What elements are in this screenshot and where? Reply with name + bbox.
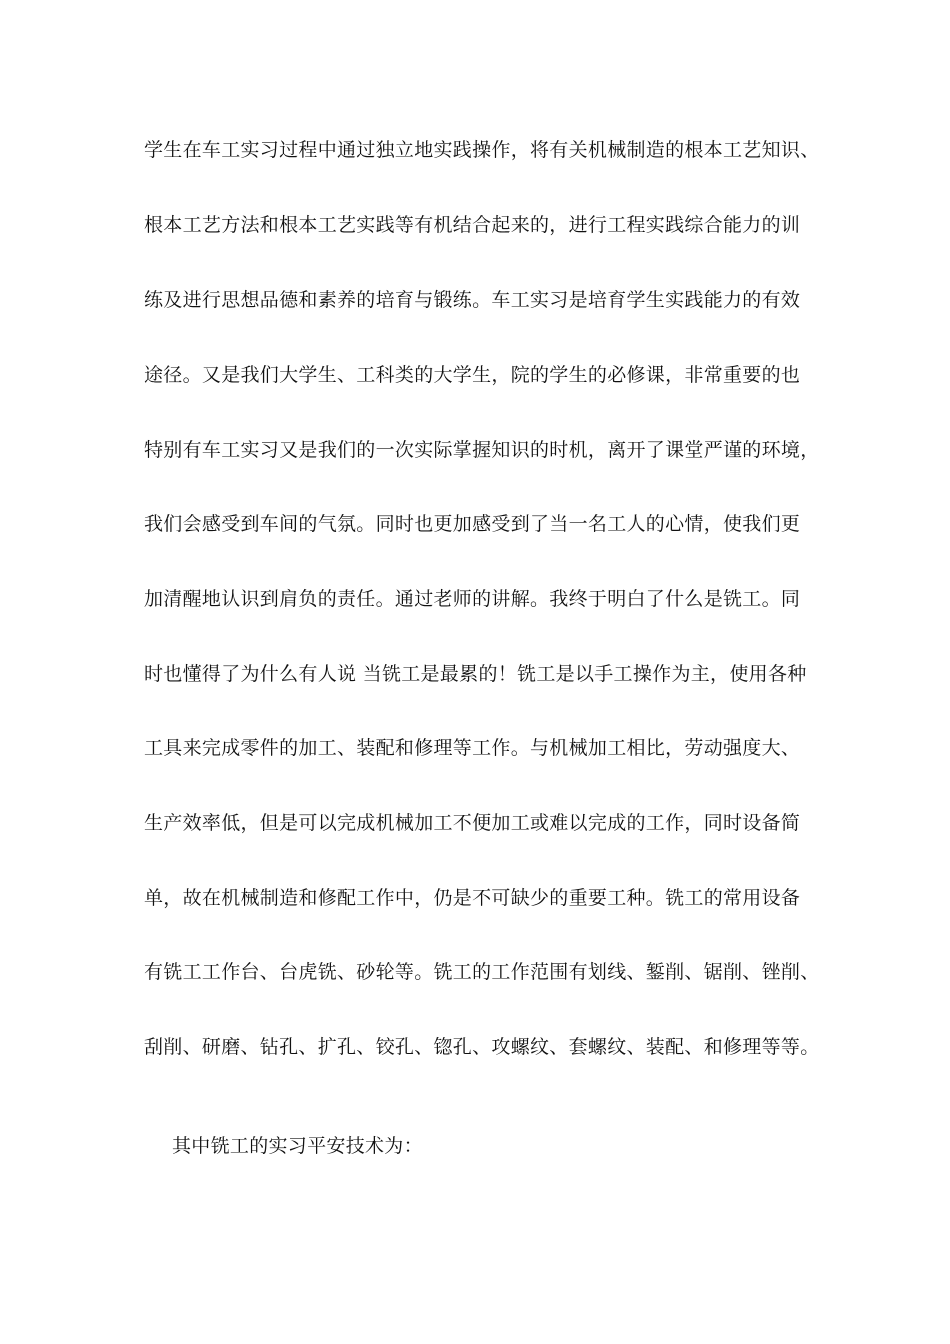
paragraph-line: 工具来完成零件的加工、装配和修理等工作。与机械加工相比，劳动强度大、: [144, 737, 801, 759]
paragraph-line: 刮削、研磨、钻孔、扩孔、铰孔、锪孔、攻螺纹、套螺纹、装配、和修理等等。: [144, 1036, 820, 1058]
paragraph-line: 我们会感受到车间的气氛。同时也更加感受到了当一名工人的心情，使我们更: [144, 513, 801, 535]
paragraph-line: 时也懂得了为什么有人说 当铣工是最累的！铣工是以手工操作为主，使用各种: [144, 663, 807, 685]
paragraph-line: 练及进行思想品德和素养的培育与锻练。车工实习是培育学生实践能力的有效: [144, 289, 801, 311]
paragraph-line: 途径。又是我们大学生、工科类的大学生，院的学生的必修课，非常重要的也: [144, 364, 801, 386]
paragraph-line: 加清醒地认识到肩负的责任。通过老师的讲解。我终于明白了什么是铣工。同: [144, 588, 801, 610]
paragraph-line: 特别有车工实习又是我们的一次实际掌握知识的时机，离开了课堂严谨的环境，: [144, 439, 820, 461]
paragraph-line: 生产效率低，但是可以完成机械加工不便加工或难以完成的工作，同时设备简: [144, 812, 801, 834]
paragraph-line: 学生在车工实习过程中通过独立地实践操作，将有关机械制造的根本工艺知识、: [144, 139, 820, 161]
section-heading: 其中铣工的实习平安技术为：: [172, 1135, 423, 1157]
paragraph-line: 根本工艺方法和根本工艺实践等有机结合起来的，进行工程实践综合能力的训: [144, 214, 801, 236]
paragraph-line: 单，故在机械制造和修配工作中，仍是不可缺少的重要工种。铣工的常用设备: [144, 887, 801, 909]
paragraph-line: 有铣工工作台、台虎铣、砂轮等。铣工的工作范围有划线、錾削、锯削、锉削、: [144, 961, 820, 983]
